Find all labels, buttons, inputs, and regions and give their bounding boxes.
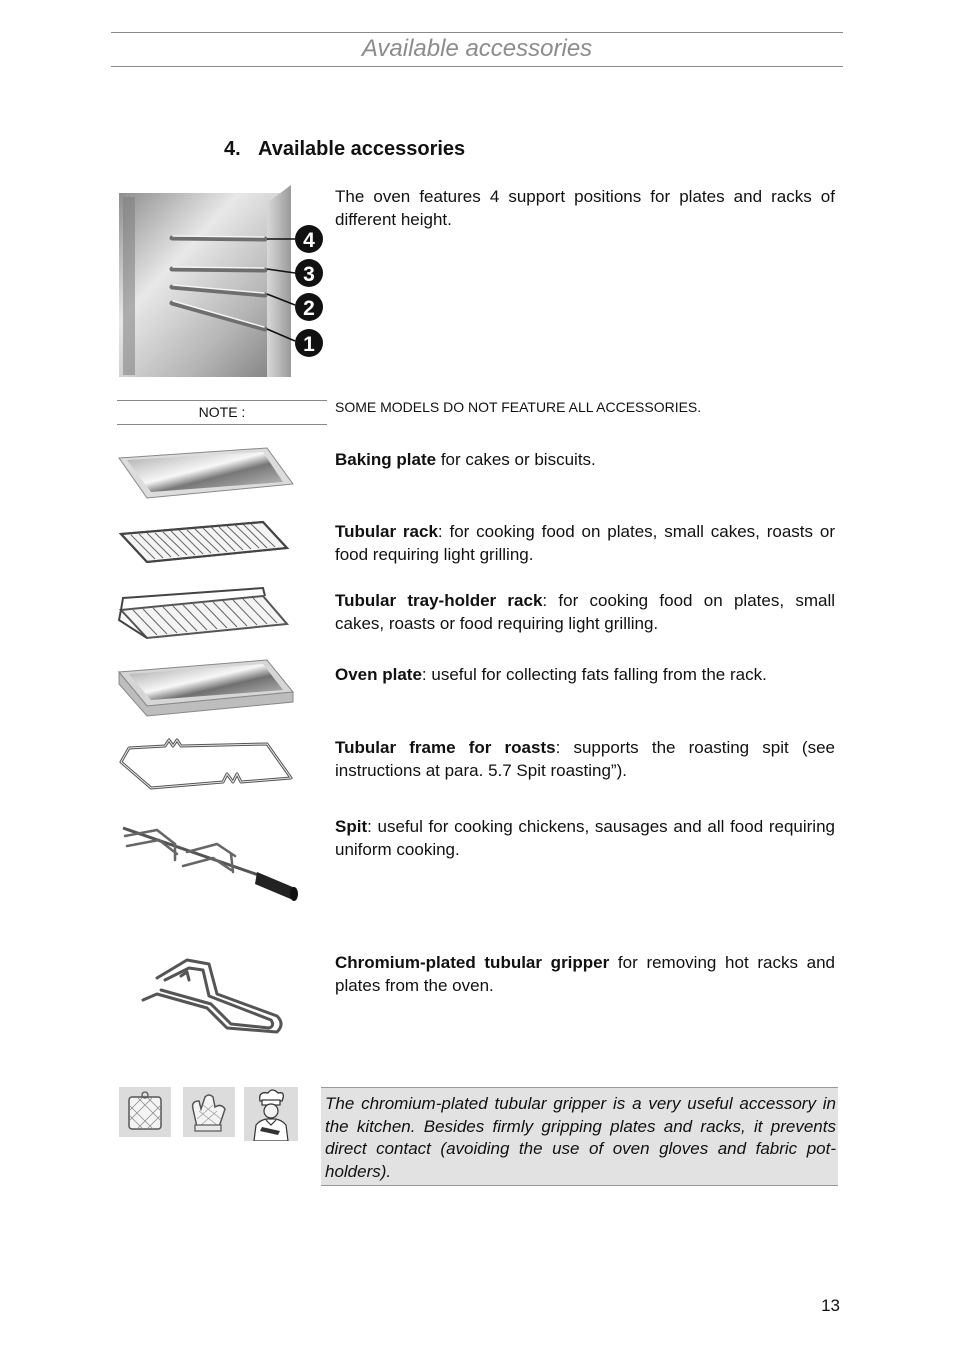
accessory-tray-holder-rack (335, 590, 835, 635)
roast-frame-icon (117, 736, 295, 792)
accessory-spit (335, 816, 835, 861)
oven-position-1-label: 1 (303, 333, 315, 356)
oven-position-markers (295, 225, 323, 357)
accessory-name: Spit (335, 817, 368, 836)
page-number: 13 (821, 1296, 840, 1315)
intro-text: The oven features 4 support positions for plates and racks of different height. (335, 187, 835, 229)
accessory-desc: : useful for cooking chickens, sausages and all food requiring uniform cooking. (335, 817, 835, 859)
oven-interior-illustration (117, 183, 329, 379)
oven-position-3-label: 3 (303, 263, 315, 286)
gripper-icon (117, 950, 303, 1042)
header-rule-bottom (111, 66, 843, 67)
accessory-roast-frame (335, 737, 835, 782)
header-title: Available accessories (361, 35, 593, 62)
accessory-desc: : for cooking food on plates, small cakes, roasts or food requiring light grilling. (335, 591, 835, 633)
accessory-baking-plate (335, 449, 835, 472)
note-label: NOTE : (117, 400, 327, 425)
accessory-desc: : for cooking food on plates, small cakes, roasts or food requiring light grilling. (335, 522, 835, 564)
accessory-name: Tubular tray-holder rack (335, 591, 543, 610)
oven-glove-icon (183, 1087, 235, 1137)
accessory-name: Tubular rack (335, 522, 438, 541)
accessory-name: Chromium-plated tubular gripper (335, 953, 610, 972)
accessory-gripper (335, 952, 835, 997)
section-title (224, 136, 465, 162)
accessory-name: Oven plate (335, 665, 422, 684)
accessory-desc: : supports the roasting spit (see instructions at para. 5.7 Spit roasting”). (335, 738, 835, 780)
oven-plate-icon (117, 658, 295, 718)
accessory-name: Baking plate (335, 450, 437, 469)
tray-holder-rack-icon (117, 586, 291, 642)
oven-position-2-label: 2 (303, 297, 315, 320)
chef-icon (244, 1087, 298, 1141)
section-number: 4. (224, 138, 241, 160)
header-rule-top (111, 32, 843, 33)
section-title-text: Available accessories (258, 138, 466, 160)
oven-position-4-label: 4 (303, 229, 315, 252)
accessory-name: Tubular frame for roasts (335, 738, 556, 757)
accessory-desc: : useful for collecting fats falling from the rack. (421, 665, 767, 684)
pot-holder-icon (119, 1087, 171, 1137)
tubular-rack-icon (117, 518, 291, 566)
tip-text: The chromium-plated tubular gripper is a very useful accessory in the kitchen. Besides firmly gripping plates and racks, it prevents direct contact (avoiding the use of oven gloves and fabric pot-holders). (325, 1094, 836, 1181)
accessory-desc: for cakes or biscuits. (436, 450, 596, 469)
accessory-tubular-rack (335, 521, 835, 566)
accessory-desc: for removing hot racks and plates from the oven. (335, 953, 835, 995)
baking-plate-icon (117, 444, 295, 500)
tip-box (321, 1087, 838, 1186)
accessory-oven-plate (335, 664, 835, 687)
spit-icon (117, 814, 303, 906)
note-text: SOME MODELS DO NOT FEATURE ALL ACCESSORIES. (335, 399, 702, 415)
